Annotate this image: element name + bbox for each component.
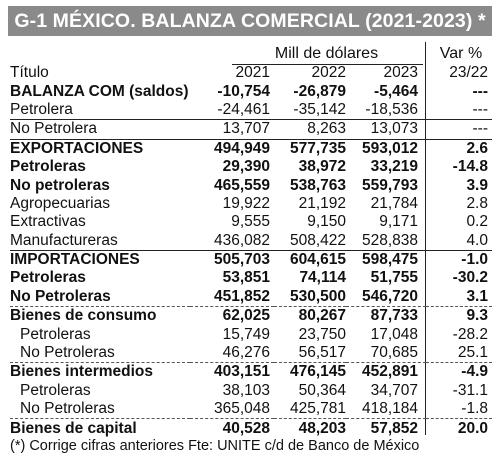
row-label: No Petroleras [20, 344, 115, 362]
row-label: Petroleras [10, 269, 86, 287]
value-var: --- [472, 100, 488, 118]
value-2022: 80,267 [274, 307, 346, 326]
value-var: -28.2 [452, 325, 488, 343]
value-var: 2.8 [466, 194, 488, 212]
value-2023: 87,733 [346, 307, 426, 326]
value-2022: 530,500 [289, 287, 346, 305]
value-2021: 38,103 [222, 381, 270, 399]
row-label: IMPORTACIONES [10, 250, 190, 269]
value-2021: 13,707 [190, 120, 274, 139]
value-2023: -18,536 [365, 100, 418, 118]
value-2022: 9,150 [307, 213, 346, 231]
trade-balance-table [10, 64, 492, 438]
value-2023: 598,475 [346, 250, 426, 269]
value-2022: 56,517 [298, 344, 346, 362]
table-row [10, 382, 492, 400]
row-label: Bienes intermedios [10, 363, 190, 382]
row-label: Manufactureras [10, 231, 118, 249]
value-2022: 48,203 [274, 419, 346, 438]
table-row [10, 400, 492, 419]
value-2021: 46,276 [222, 344, 270, 362]
table-row [10, 307, 492, 326]
table-row [10, 232, 492, 251]
header-var: 23/22 [449, 64, 488, 82]
value-var: 0.2 [466, 213, 488, 231]
value-var: 4.0 [466, 231, 488, 249]
value-2022: 21,192 [298, 194, 346, 212]
value-2023: 33,219 [370, 158, 418, 176]
value-2023: -5,464 [374, 82, 418, 100]
header-label: Título [10, 64, 49, 82]
row-label: Petrolera [10, 100, 73, 118]
value-2023: 528,838 [361, 231, 418, 249]
row-label: Bienes de capital [10, 419, 190, 438]
value-var: -1.0 [426, 250, 492, 269]
row-label: No Petroleras [20, 400, 115, 418]
table-row [10, 120, 492, 139]
value-var: -14.8 [452, 158, 488, 176]
table-row [10, 419, 492, 438]
table-row [10, 158, 492, 176]
footer-note: (*) Corrige cifras anteriores Fte: UNITE c/d de Banco de México [10, 438, 420, 454]
row-label: No petroleras [10, 176, 110, 194]
value-var: --- [472, 82, 488, 100]
value-var: 2.6 [426, 139, 492, 158]
value-var: 3.9 [466, 176, 488, 194]
value-2021: 365,048 [213, 400, 270, 418]
value-2023: 9,171 [379, 213, 418, 231]
value-2023: 70,685 [370, 344, 418, 362]
table-row [10, 325, 492, 343]
value-2021: 494,949 [190, 139, 274, 158]
row-label: Extractivas [10, 213, 86, 231]
row-label: Agropecuarias [10, 194, 110, 212]
value-2022: -35,142 [293, 100, 346, 118]
table-row [10, 176, 492, 194]
header-2021: 2021 [235, 64, 270, 82]
value-2021: 29,390 [222, 158, 270, 176]
value-var: -31.1 [452, 381, 488, 399]
table-row [10, 269, 492, 287]
table-row [10, 250, 492, 269]
value-2022: 50,364 [298, 381, 346, 399]
table-row [10, 82, 492, 100]
header-2022: 2022 [311, 64, 346, 82]
row-label: Petroleras [20, 325, 91, 343]
value-2022: 38,972 [298, 158, 346, 176]
row-label: Petroleras [20, 381, 91, 399]
value-2023: 593,012 [346, 139, 426, 158]
value-2022: 538,763 [289, 176, 346, 194]
value-2022: 23,750 [298, 325, 346, 343]
table-row [10, 213, 492, 231]
table-row [10, 139, 492, 158]
units-header: Mill de dólares [274, 45, 379, 62]
value-2021: 505,703 [190, 250, 274, 269]
value-var: -4.9 [426, 363, 492, 382]
value-2023: 51,755 [370, 269, 418, 287]
value-2023: 17,048 [370, 325, 418, 343]
value-2023: 418,184 [361, 400, 418, 418]
value-var: 9.3 [426, 307, 492, 326]
value-2021: 15,749 [222, 325, 270, 343]
value-2022: 74,114 [299, 269, 346, 287]
value-2022: 604,615 [274, 250, 346, 269]
table-row [10, 195, 492, 213]
value-2021: -10,754 [217, 82, 270, 100]
value-2021: 40,528 [190, 419, 274, 438]
value-2022: 425,781 [289, 400, 346, 418]
value-2022: 508,422 [289, 231, 346, 249]
value-var: -30.2 [452, 269, 488, 287]
value-2023: 57,852 [346, 419, 426, 438]
row-label: Bienes de consumo [10, 307, 190, 326]
value-var: 25.1 [457, 344, 488, 362]
table-row [10, 288, 492, 307]
row-label: EXPORTACIONES [10, 139, 190, 158]
value-2023: 34,707 [370, 381, 418, 399]
value-2021: 9,555 [231, 213, 270, 231]
value-2021: -24,461 [217, 100, 270, 118]
value-2022: 8,263 [274, 120, 346, 139]
value-2021: 436,082 [213, 231, 270, 249]
value-2022: -26,879 [293, 82, 346, 100]
var-header: Var % [439, 45, 483, 62]
value-2021: 403,151 [190, 363, 274, 382]
table-row [10, 344, 492, 363]
value-2023: 452,891 [346, 363, 426, 382]
value-2023: 559,793 [361, 176, 418, 194]
value-2021: 53,851 [222, 269, 270, 287]
value-2021: 62,025 [190, 307, 274, 326]
value-2023: 13,073 [346, 120, 426, 139]
page-title: G-1 MÉXICO. BALANZA COMERCIAL (2021-2023) * [8, 6, 492, 36]
row-label: BALANZA COM (saldos) [10, 82, 189, 100]
value-2022: 577,735 [274, 139, 346, 158]
value-2021: 19,922 [222, 194, 270, 212]
row-label: No Petroleras [10, 287, 111, 305]
table-header-row [10, 64, 492, 82]
value-2021: 451,852 [213, 287, 270, 305]
value-2023: 546,720 [361, 287, 418, 305]
row-label: No Petrolera [10, 120, 190, 139]
value-var: --- [426, 120, 492, 139]
table-row [10, 363, 492, 382]
table-row [10, 101, 492, 120]
value-2023: 21,784 [370, 194, 418, 212]
value-var: 20.0 [426, 419, 492, 438]
row-label: Petroleras [10, 158, 86, 176]
value-2021: 465,559 [213, 176, 270, 194]
value-var: -1.8 [461, 400, 488, 418]
value-var: 3.1 [466, 287, 488, 305]
header-2023: 2023 [383, 64, 418, 82]
value-2022: 476,145 [274, 363, 346, 382]
